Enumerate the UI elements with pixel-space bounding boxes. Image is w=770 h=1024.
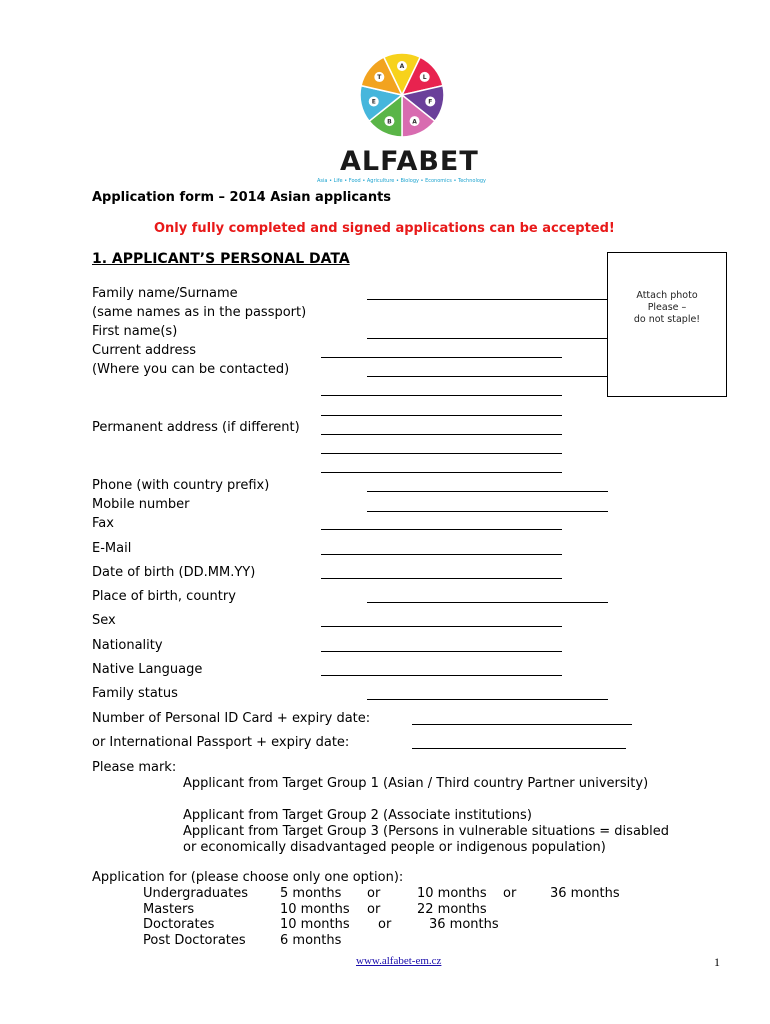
target-group-2-option[interactable]: Applicant from Target Group 2 (Associate institutions) <box>183 808 532 823</box>
fax-line[interactable] <box>321 529 562 530</box>
label-family-status: Family status <box>92 686 178 701</box>
phone-line[interactable] <box>367 491 608 492</box>
page-number: 1 <box>714 955 720 969</box>
or-text: or <box>378 917 392 932</box>
label-dob: Date of birth (DD.MM.YY) <box>92 565 256 580</box>
brand-tagline: Asia • Life • Food • Agriculture • Biology • Economics • Technology <box>317 178 487 184</box>
level-masters: Masters <box>143 902 195 917</box>
current-address-line-1[interactable] <box>321 357 562 358</box>
or-text: or <box>367 902 381 917</box>
passport-line[interactable] <box>412 748 626 749</box>
current-address-line-4[interactable] <box>321 415 562 416</box>
label-email: E-Mail <box>92 541 132 556</box>
logo-letter: L <box>422 74 427 82</box>
permanent-address-line-3[interactable] <box>321 472 562 473</box>
current-address-line-3[interactable] <box>321 395 562 396</box>
permanent-address-line-1[interactable] <box>321 434 562 435</box>
option-masters-22-months[interactable]: 22 months <box>417 902 487 917</box>
please-mark-label: Please mark: <box>92 760 177 775</box>
option-undergrad-10-months[interactable]: 10 months <box>417 886 487 901</box>
option-postdoc-6-months[interactable]: 6 months <box>280 933 342 948</box>
or-text: or <box>503 886 517 901</box>
option-doctorates-10-months[interactable]: 10 months <box>280 917 350 932</box>
email-line[interactable] <box>321 554 562 555</box>
first-names-line[interactable] <box>367 338 608 339</box>
alfabet-logo <box>354 52 450 138</box>
or-text: or <box>367 886 381 901</box>
label-sex: Sex <box>92 613 116 628</box>
logo-letter: T <box>377 74 382 82</box>
family-name-line[interactable] <box>367 299 608 300</box>
family-status-line[interactable] <box>367 699 608 700</box>
application-for-label: Application for (please choose only one option): <box>92 870 404 885</box>
label-phone: Phone (with country prefix) <box>92 478 270 493</box>
label-passport: or International Passport + expiry date: <box>92 735 350 750</box>
label-native-language: Native Language <box>92 662 203 677</box>
warning-text: Only fully completed and signed applications can be accepted! <box>154 221 615 236</box>
label-fax: Fax <box>92 516 114 531</box>
brand-name: ALFABET <box>340 146 479 177</box>
permanent-address-line-2[interactable] <box>321 453 562 454</box>
logo-letter: A <box>399 63 405 71</box>
photo-box-line2: Please – <box>647 302 687 313</box>
label-current-address: Current address <box>92 343 197 358</box>
form-title: Application form – 2014 Asian applicants <box>92 190 392 205</box>
option-doctorates-36-months[interactable]: 36 months <box>429 917 499 932</box>
level-undergraduates: Undergraduates <box>143 886 249 901</box>
logo-letter: A <box>412 118 417 126</box>
label-family-name: Family name/Surname <box>92 286 238 301</box>
level-doctorates: Doctorates <box>143 917 215 932</box>
label-family-name-note: (same names as in the passport) <box>92 305 307 320</box>
photo-box-line3: do not staple! <box>633 314 701 325</box>
photo-attach-box[interactable] <box>607 252 727 397</box>
level-post-doctorates: Post Doctorates <box>143 933 246 948</box>
label-permanent-address: Permanent address (if different) <box>92 420 300 435</box>
photo-box-line1: Attach photo <box>636 290 698 301</box>
option-undergrad-36-months[interactable]: 36 months <box>550 886 620 901</box>
native-language-line[interactable] <box>321 675 562 676</box>
logo-letter: F <box>428 98 433 106</box>
pob-line[interactable] <box>367 602 608 603</box>
target-group-3-option[interactable]: Applicant from Target Group 3 (Persons in vulnerable situations = disabled <box>183 824 670 839</box>
label-first-names: First name(s) <box>92 324 178 339</box>
label-mobile: Mobile number <box>92 497 190 512</box>
target-group-3-continuation: or economically disadvantaged people or indigenous population) <box>183 840 606 855</box>
section-title: 1. APPLICANT’S PERSONAL DATA <box>92 251 350 267</box>
logo-letter: B <box>387 118 392 126</box>
mobile-line[interactable] <box>367 511 608 512</box>
option-masters-10-months[interactable]: 10 months <box>280 902 350 917</box>
logo-letter: E <box>371 98 376 106</box>
label-id-card: Number of Personal ID Card + expiry date: <box>92 711 371 726</box>
nationality-line[interactable] <box>321 651 562 652</box>
label-pob: Place of birth, country <box>92 589 236 604</box>
dob-line[interactable] <box>321 578 562 579</box>
sex-line[interactable] <box>321 626 562 627</box>
label-nationality: Nationality <box>92 638 163 653</box>
option-undergrad-5-months[interactable]: 5 months <box>280 886 342 901</box>
label-current-address-note: (Where you can be contacted) <box>92 362 290 377</box>
website-link[interactable]: www.alfabet-em.cz <box>356 955 442 967</box>
id-card-line[interactable] <box>412 724 632 725</box>
target-group-1-option[interactable]: Applicant from Target Group 1 (Asian / Third country Partner university) <box>183 776 649 791</box>
current-address-line-2[interactable] <box>367 376 608 377</box>
